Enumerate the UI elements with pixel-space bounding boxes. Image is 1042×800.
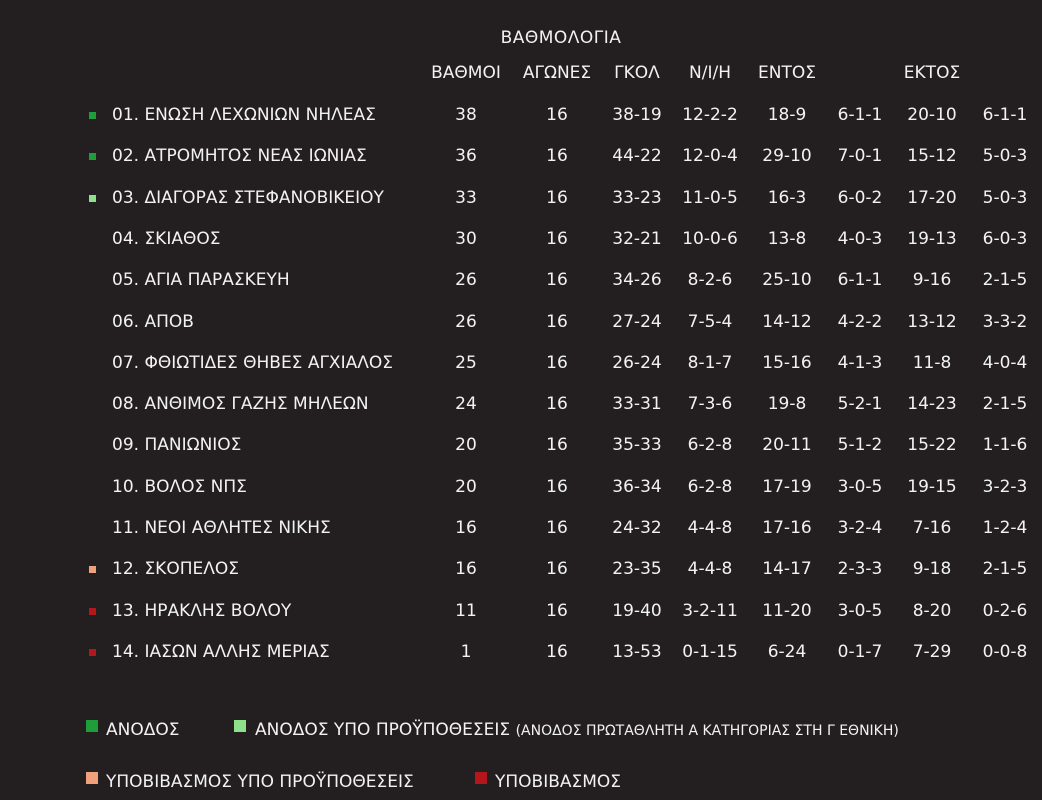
- cell-wdl: 4-4-8: [687, 518, 733, 538]
- table-row: [0, 384, 1042, 425]
- cell-wdl: 7-5-4: [687, 311, 733, 332]
- cell-points: 1: [460, 641, 472, 662]
- cell-away-wdl: 2-1-5: [982, 270, 1028, 291]
- cell-away-goals: 19-15: [907, 476, 957, 497]
- cell-games: 16: [546, 270, 568, 291]
- cell-games: 16: [546, 600, 568, 621]
- cell-home-goals: 17-16: [762, 518, 812, 538]
- cell-goals: 34-26: [612, 270, 662, 291]
- cell-away-goals: 14-23: [907, 394, 957, 415]
- cell-home-wdl: 2-3-3: [837, 559, 883, 580]
- team-name: 14. ΙΑΣΩΝ ΑΛΛΗΣ ΜΕΡΙΑΣ: [112, 641, 330, 662]
- cell-away-wdl: 1-2-4: [982, 518, 1028, 538]
- cell-goals: 33-23: [612, 187, 662, 208]
- cell-away-wdl: 3-2-3: [982, 476, 1028, 497]
- cell-home-wdl: 6-1-1: [837, 270, 883, 291]
- cell-away-wdl: 1-1-6: [982, 435, 1028, 456]
- cell-wdl: 6-2-8: [687, 476, 733, 497]
- cell-away-wdl: 6-0-3: [982, 228, 1028, 249]
- header-away: ΕΚΤΟΣ: [903, 63, 961, 83]
- cell-goals: 26-24: [612, 352, 662, 373]
- cell-wdl: 3-2-11: [682, 600, 738, 621]
- legend-conditional-promotion-text: ΑΝΟΔΟΣ ΥΠΟ ΠΡΟΫΠΟΘΕΣΕΙΣ: [255, 720, 511, 740]
- cell-games: 16: [546, 105, 568, 125]
- cell-points: 38: [455, 105, 477, 125]
- cell-goals: 33-31: [612, 394, 662, 415]
- cell-points: 16: [455, 559, 477, 580]
- team-name: 10. ΒΟΛΟΣ ΝΠΣ: [112, 476, 247, 497]
- cell-home-wdl: 3-2-4: [837, 518, 883, 538]
- cell-home-goals: 13-8: [767, 228, 807, 249]
- team-name: 06. ΑΠΟΒ: [112, 311, 194, 332]
- cell-home-goals: 15-16: [762, 352, 812, 373]
- status-marker: [89, 112, 96, 119]
- cell-home-wdl: 6-1-1: [837, 105, 883, 125]
- cell-home-goals: 19-8: [767, 394, 807, 415]
- table-row: [0, 632, 1042, 673]
- table-row: [0, 260, 1042, 301]
- legend-conditional-promotion-label: [255, 720, 899, 740]
- cell-games: 16: [546, 394, 568, 415]
- status-marker: [89, 195, 96, 202]
- cell-points: 11: [455, 600, 477, 621]
- cell-away-goals: 9-18: [912, 559, 952, 580]
- team-name: 08. ΑΝΘΙΜΟΣ ΓΑΖΗΣ ΜΗΛΕΩΝ: [112, 394, 369, 415]
- legend-conditional-relegation-label: ΥΠΟΒΙΒΑΣΜΟΣ ΥΠΟ ΠΡΟΫΠΟΘΕΣΕΙΣ: [106, 772, 414, 792]
- cell-away-goals: 9-16: [912, 270, 952, 291]
- legend-conditional-promotion-swatch: [234, 720, 246, 732]
- table-row: [0, 549, 1042, 590]
- cell-home-wdl: 3-0-5: [837, 600, 883, 621]
- cell-home-wdl: 6-0-2: [837, 187, 883, 208]
- cell-away-wdl: 5-0-3: [982, 146, 1028, 167]
- cell-away-wdl: 3-3-2: [982, 311, 1028, 332]
- cell-away-wdl: 0-0-8: [982, 641, 1028, 662]
- table-row: [0, 302, 1042, 343]
- cell-wdl: 6-2-8: [687, 435, 733, 456]
- cell-away-goals: 8-20: [912, 600, 952, 621]
- standings-title: ΒΑΘΜΟΛΟΓΙΑ: [500, 28, 622, 48]
- cell-wdl: 7-3-6: [687, 394, 733, 415]
- cell-games: 16: [546, 641, 568, 662]
- cell-goals: 36-34: [612, 476, 662, 497]
- cell-home-wdl: 0-1-7: [837, 641, 883, 662]
- cell-away-wdl: 5-0-3: [982, 187, 1028, 208]
- cell-wdl: 12-2-2: [682, 105, 738, 125]
- cell-away-goals: 7-29: [912, 641, 952, 662]
- team-name: 05. ΑΓΙΑ ΠΑΡΑΣΚΕΥΗ: [112, 270, 290, 291]
- cell-points: 24: [455, 394, 477, 415]
- cell-points: 26: [455, 270, 477, 291]
- cell-points: 26: [455, 311, 477, 332]
- cell-wdl: 8-1-7: [687, 352, 733, 373]
- cell-wdl: 4-4-8: [687, 559, 733, 580]
- cell-away-goals: 13-12: [907, 311, 957, 332]
- cell-goals: 23-35: [612, 559, 662, 580]
- cell-away-wdl: 2-1-5: [982, 559, 1028, 580]
- cell-goals: 24-32: [612, 518, 662, 538]
- table-row: [0, 467, 1042, 508]
- cell-home-goals: 29-10: [762, 146, 812, 167]
- cell-home-goals: 18-9: [767, 105, 807, 125]
- cell-games: 16: [546, 518, 568, 538]
- cell-wdl: 0-1-15: [682, 641, 738, 662]
- cell-home-goals: 25-10: [762, 270, 812, 291]
- cell-away-goals: 7-16: [912, 518, 952, 538]
- cell-away-goals: 20-10: [907, 105, 957, 125]
- header-points: ΒΑΘΜΟΙ: [431, 63, 501, 83]
- cell-away-goals: 11-8: [912, 352, 952, 373]
- cell-away-wdl: 4-0-4: [982, 352, 1028, 373]
- status-marker: [89, 649, 96, 656]
- team-name: 01. ΕΝΩΣΗ ΛΕΧΩΝΙΩΝ ΝΗΛΕΑΣ: [112, 105, 376, 125]
- cell-goals: 27-24: [612, 311, 662, 332]
- team-name: 12. ΣΚΟΠΕΛΟΣ: [112, 559, 239, 580]
- cell-away-wdl: 0-2-6: [982, 600, 1028, 621]
- cell-home-wdl: 4-0-3: [837, 228, 883, 249]
- cell-points: 20: [455, 476, 477, 497]
- cell-away-goals: 17-20: [907, 187, 957, 208]
- cell-points: 16: [455, 518, 477, 538]
- table-row: [0, 136, 1042, 177]
- team-name: 11. ΝΕΟΙ ΑΘΛΗΤΕΣ ΝΙΚΗΣ: [112, 518, 331, 538]
- team-name: 02. ΑΤΡΟΜΗΤΟΣ ΝΕΑΣ ΙΩΝΙΑΣ: [112, 146, 367, 167]
- table-row: [0, 425, 1042, 466]
- legend-conditional-promotion-note: (ΑΝΟΔΟΣ ΠΡΩΤΑΘΛΗΤΗ Α ΚΑΤΗΓΟΡΙΑΣ ΣΤΗ Γ ΕΘΝΙΚΗ): [515, 723, 899, 739]
- legend-promotion-label: ΑΝΟΔΟΣ: [106, 720, 180, 740]
- cell-points: 30: [455, 228, 477, 249]
- status-marker: [89, 566, 96, 573]
- cell-away-goals: 15-22: [907, 435, 957, 456]
- cell-away-goals: 15-12: [907, 146, 957, 167]
- cell-home-goals: 6-24: [767, 641, 807, 662]
- cell-points: 25: [455, 352, 477, 373]
- cell-home-goals: 14-12: [762, 311, 812, 332]
- cell-games: 16: [546, 228, 568, 249]
- legend-relegation-label: ΥΠΟΒΙΒΑΣΜΟΣ: [495, 772, 622, 792]
- table-row: [0, 178, 1042, 219]
- cell-home-goals: 20-11: [762, 435, 812, 456]
- cell-home-goals: 11-20: [762, 600, 812, 621]
- cell-goals: 13-53: [612, 641, 662, 662]
- header-home: ΕΝΤΟΣ: [758, 63, 816, 83]
- cell-home-wdl: 3-0-5: [837, 476, 883, 497]
- header-wdl: Ν/Ι/Η: [689, 63, 731, 83]
- cell-home-goals: 14-17: [762, 559, 812, 580]
- table-row: [0, 343, 1042, 384]
- cell-wdl: 12-0-4: [682, 146, 738, 167]
- header-games: ΑΓΩΝΕΣ: [522, 63, 592, 83]
- team-name: 09. ΠΑΝΙΩΝΙΟΣ: [112, 435, 242, 456]
- cell-home-goals: 17-19: [762, 476, 812, 497]
- legend-promotion-swatch: [86, 720, 98, 732]
- cell-games: 16: [546, 476, 568, 497]
- cell-games: 16: [546, 311, 568, 332]
- table-row: [0, 508, 1042, 549]
- cell-home-wdl: 4-1-3: [837, 352, 883, 373]
- cell-goals: 19-40: [612, 600, 662, 621]
- cell-home-wdl: 5-1-2: [837, 435, 883, 456]
- cell-games: 16: [546, 435, 568, 456]
- table-row: [0, 95, 1042, 136]
- team-name: 04. ΣΚΙΑΘΟΣ: [112, 228, 221, 249]
- table-row: [0, 219, 1042, 260]
- cell-home-wdl: 5-2-1: [837, 394, 883, 415]
- cell-wdl: 11-0-5: [682, 187, 738, 208]
- cell-home-goals: 16-3: [767, 187, 807, 208]
- cell-wdl: 8-2-6: [687, 270, 733, 291]
- header-goals: ΓΚΟΛ: [614, 63, 660, 83]
- cell-away-wdl: 2-1-5: [982, 394, 1028, 415]
- cell-games: 16: [546, 187, 568, 208]
- cell-points: 33: [455, 187, 477, 208]
- cell-games: 16: [546, 146, 568, 167]
- cell-games: 16: [546, 559, 568, 580]
- cell-goals: 35-33: [612, 435, 662, 456]
- status-marker: [89, 153, 96, 160]
- cell-goals: 44-22: [612, 146, 662, 167]
- team-name: 07. ΦΘΙΩΤΙΔΕΣ ΘΗΒΕΣ ΑΓΧΙΑΛΟΣ: [112, 352, 393, 373]
- cell-wdl: 10-0-6: [682, 228, 738, 249]
- table-row: [0, 591, 1042, 632]
- team-name: 13. ΗΡΑΚΛΗΣ ΒΟΛΟΥ: [112, 600, 292, 621]
- cell-home-wdl: 4-2-2: [837, 311, 883, 332]
- team-name: 03. ΔΙΑΓΟΡΑΣ ΣΤΕΦΑΝΟΒΙΚΕΙΟΥ: [112, 187, 384, 208]
- cell-points: 36: [455, 146, 477, 167]
- cell-home-wdl: 7-0-1: [837, 146, 883, 167]
- cell-away-goals: 19-13: [907, 228, 957, 249]
- cell-points: 20: [455, 435, 477, 456]
- legend-conditional-relegation-swatch: [86, 772, 98, 784]
- cell-away-wdl: 6-1-1: [982, 105, 1028, 125]
- legend-relegation-swatch: [475, 772, 487, 784]
- cell-goals: 32-21: [612, 228, 662, 249]
- status-marker: [89, 608, 96, 615]
- cell-games: 16: [546, 352, 568, 373]
- cell-goals: 38-19: [612, 105, 662, 125]
